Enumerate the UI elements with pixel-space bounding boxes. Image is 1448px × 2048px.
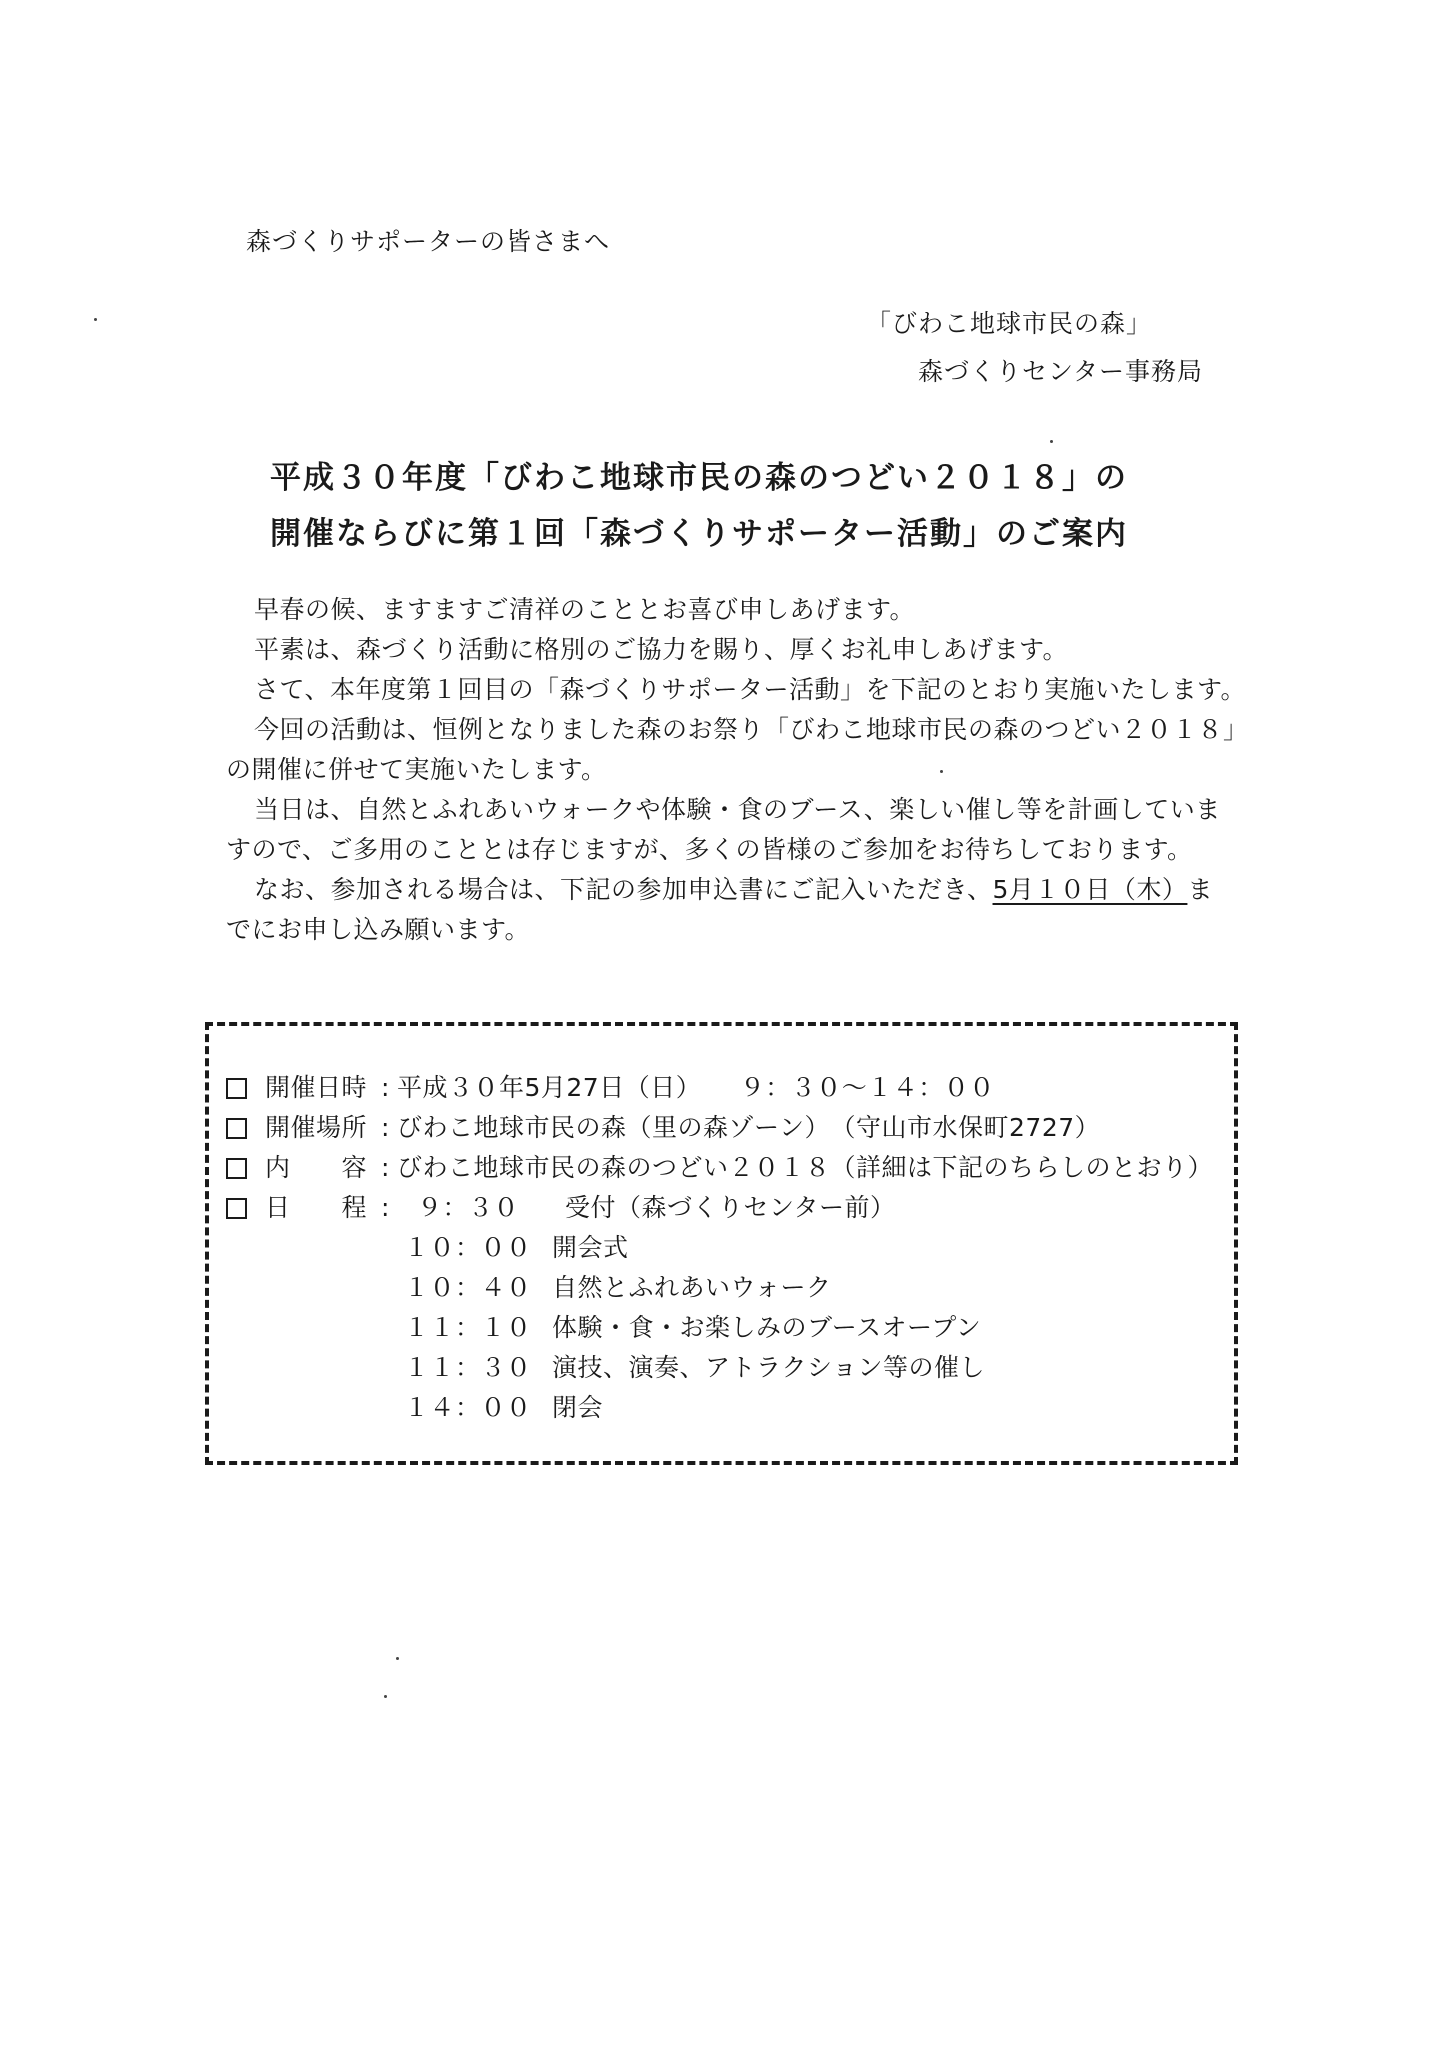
title-line-2: 開催ならびに第１回「森づくりサポーター活動」のご案内 (270, 516, 1128, 552)
sender-block (866, 300, 1203, 396)
schedule-event: 閉会 (552, 1393, 604, 1422)
paragraph-program-line-2: すので、ご多用のこととは存じますが、多くの皆様のご参加をお待ちしております。 (226, 835, 1193, 864)
paragraph-deadline-line-2: でにお申し込み願います。 (226, 915, 531, 944)
schedule-time: １１：１０ (404, 1313, 532, 1342)
deadline-suffix: ま (1187, 875, 1213, 904)
schedule-time: １１：３０ (404, 1353, 532, 1382)
scan-speck (1050, 440, 1053, 443)
schedule-time: １４：００ (404, 1393, 532, 1422)
paragraph-thanks: 平素は、森づくり活動に格別のご協力を賜り、厚くお礼申しあげます。 (254, 635, 1069, 664)
schedule-row (226, 1348, 1213, 1388)
scan-speck (396, 1657, 399, 1660)
deadline-date: 5月１０日（木） (992, 875, 1188, 904)
paragraph-deadline-line-1 (226, 870, 1236, 910)
checkbox-icon (226, 1118, 247, 1139)
schedule-row (226, 1308, 1213, 1348)
schedule-row (226, 1228, 1213, 1268)
schedule-time: １０：４０ (404, 1273, 532, 1302)
schedule-event: 自然とふれあいウォーク (552, 1273, 832, 1302)
checkbox-icon (226, 1078, 247, 1099)
paragraph-program-line-1: 当日は、自然とふれあいウォークや体験・食のブース、楽しい催し等を計画していま (254, 795, 1221, 824)
schedule-event: 開会式 (552, 1233, 629, 1262)
detail-value-content: びわこ地球市民の森のつどい２０１８（詳細は下記のちらしのとおり） (397, 1153, 1214, 1182)
title-line-1: 平成３０年度「びわこ地球市民の森のつどい２０１８」の (270, 460, 1128, 496)
schedule-event: 体験・食・お楽しみのブースオープン (552, 1313, 982, 1342)
checkbox-icon (226, 1158, 247, 1179)
scan-speck (384, 1695, 387, 1698)
detail-value-place: びわこ地球市民の森（里の森ゾーン） （守山市水保町2727） (397, 1113, 1101, 1142)
detail-label-place: 開催場所 (265, 1113, 368, 1142)
sender-office: 森づくりセンター事務局 (917, 357, 1203, 386)
deadline-text: なお、参加される場合は、下記の参加申込書にご記入いただき、 (254, 875, 993, 904)
detail-label-date: 開催日時 (265, 1073, 368, 1102)
schedule-time: １０：００ (404, 1233, 532, 1262)
detail-row-date: 開催日時 : 平成３０年5月27日（日） ９：３０～１４：００ (226, 1068, 1213, 1108)
schedule-row (226, 1268, 1213, 1308)
schedule-row (226, 1388, 1213, 1428)
checkbox-icon (226, 1198, 247, 1219)
document-title (270, 450, 1128, 562)
paragraph-announcement: さて、本年度第１回目の「森づくりサポーター活動」を下記のとおり実施いたします。 (254, 675, 1247, 704)
schedule-time: ９：３０ (417, 1193, 520, 1222)
detail-label-schedule: 日 程 (265, 1193, 368, 1222)
scan-speck (94, 318, 97, 321)
detail-row-content: 内 容 : びわこ地球市民の森のつどい２０１８（詳細は下記のちらしのとおり） (226, 1148, 1213, 1188)
sender-organization: 「びわこ地球市民の森」 (865, 309, 1152, 338)
detail-row-place: 開催場所 : びわこ地球市民の森（里の森ゾーン） （守山市水保町2727） (226, 1108, 1213, 1148)
detail-label-content: 内 容 (265, 1153, 368, 1182)
event-details (226, 1068, 1213, 1428)
schedule-event: 受付（森づくりセンター前） (565, 1193, 896, 1222)
paragraph-event-line-1: 今回の活動は、恒例となりました森のお祭り「びわこ地球市民の森のつどい２０１８」 (254, 715, 1249, 744)
paragraph-event-line-2: の開催に併せて実施いたします。 (226, 755, 607, 784)
detail-value-date: 平成３０年5月27日（日） ９：３０～１４：００ (397, 1073, 995, 1102)
scan-speck (940, 770, 943, 773)
schedule-event: 演技、演奏、アトラクション等の催し (552, 1353, 986, 1382)
letter-body (226, 590, 1249, 950)
paragraph-greeting: 早春の候、ますますご清祥のこととお喜び申しあげます。 (254, 595, 916, 624)
detail-row-schedule: 日 程 : ９：３０ 受付（森づくりセンター前） (226, 1188, 1213, 1228)
addressee: 森づくりサポーターの皆さまへ (246, 227, 611, 256)
